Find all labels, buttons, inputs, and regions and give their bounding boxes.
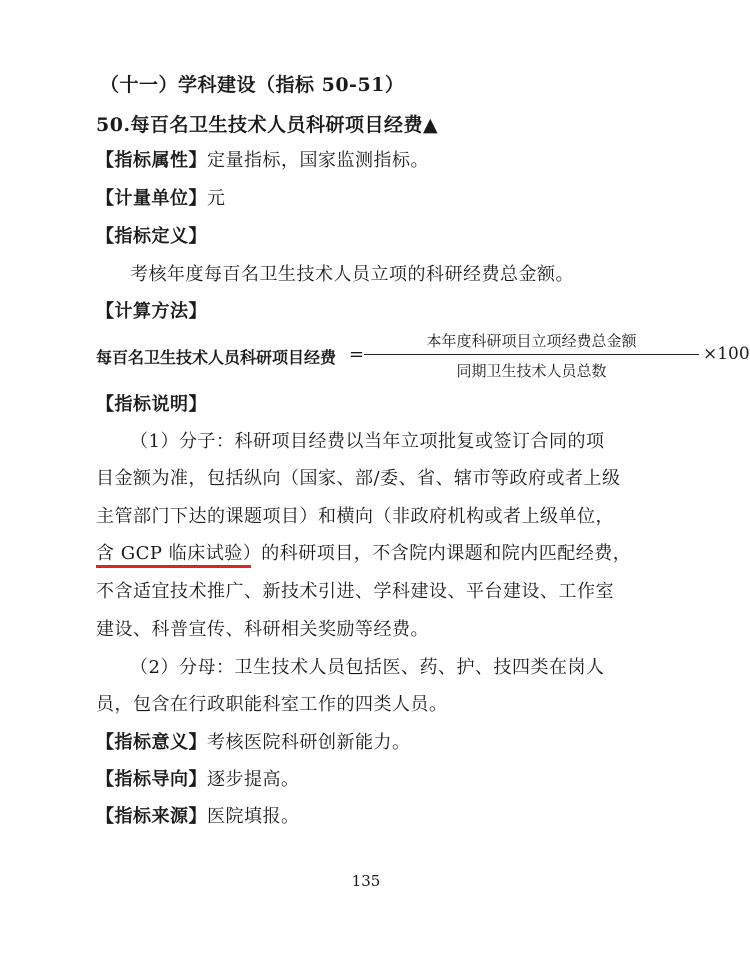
red-annotation-underline [96, 565, 251, 568]
direction-value: 逐步提高。 [207, 769, 300, 790]
explanation-line: 主管部门下达的课题项目）和横向（非政府机构或者上级单位， [96, 506, 614, 527]
formula-equals: = [349, 344, 365, 365]
page-number: 135 [351, 872, 381, 890]
definition-label: 【指标定义】 [96, 226, 207, 247]
explanation-line: 不含适宜技术推广、新技术引进、学科建设、平台建设、工作室 [96, 581, 614, 602]
formula-multiplier: ×100 [703, 344, 750, 364]
explanation-line: 建设、科普宣传、科研相关奖励等经费。 [96, 619, 429, 640]
section-title: （十一）学科建设（指标 50-51） [100, 74, 405, 96]
explanation-line: （2）分母：卫生技术人员包括医、药、护、技四类在岗人 [130, 657, 605, 678]
unit-value: 元 [207, 188, 226, 209]
definition-text: 考核年度每百名卫生技术人员立项的科研经费总金额。 [130, 264, 574, 285]
formula-denominator: 同期卫生技术人员总数 [456, 362, 607, 380]
explanation-line: 含 GCP 临床试验）的科研项目，不含院内课题和院内匹配经费， [96, 543, 632, 564]
significance-label: 【指标意义】 [96, 732, 207, 753]
significance-row [96, 732, 411, 754]
source-row [96, 806, 300, 828]
direction-row [96, 769, 300, 791]
attribute-value: 定量指标，国家监测指标。 [207, 150, 429, 171]
explanation-label: 【指标说明】 [96, 394, 207, 415]
source-value: 医院填报。 [207, 806, 300, 827]
source-label: 【指标来源】 [96, 806, 207, 827]
attribute-row [96, 150, 429, 172]
unit-row [96, 188, 226, 210]
significance-value: 考核医院科研创新能力。 [207, 732, 411, 753]
calculation-formula [96, 330, 750, 390]
explanation-line: （1）分子：科研项目经费以当年立项批复或签订合同的项 [130, 431, 605, 452]
attribute-label: 【指标属性】 [96, 150, 207, 171]
formula-lhs: 每百名卫生技术人员科研项目经费 [96, 348, 337, 367]
direction-label: 【指标导向】 [96, 769, 207, 790]
fraction-bar [364, 354, 699, 355]
indicator-title: 50.每百名卫生技术人员科研项目经费▲ [96, 114, 439, 136]
explanation-line: 目金额为准，包括纵向（国家、部/委、省、辖市等政府或者上级 [96, 468, 621, 489]
formula-numerator: 本年度科研项目立项经费总金额 [426, 332, 637, 350]
unit-label: 【计量单位】 [96, 188, 207, 209]
explanation-line: 员，包含在行政职能科室工作的四类人员。 [96, 694, 448, 715]
method-label: 【计算方法】 [96, 301, 207, 322]
